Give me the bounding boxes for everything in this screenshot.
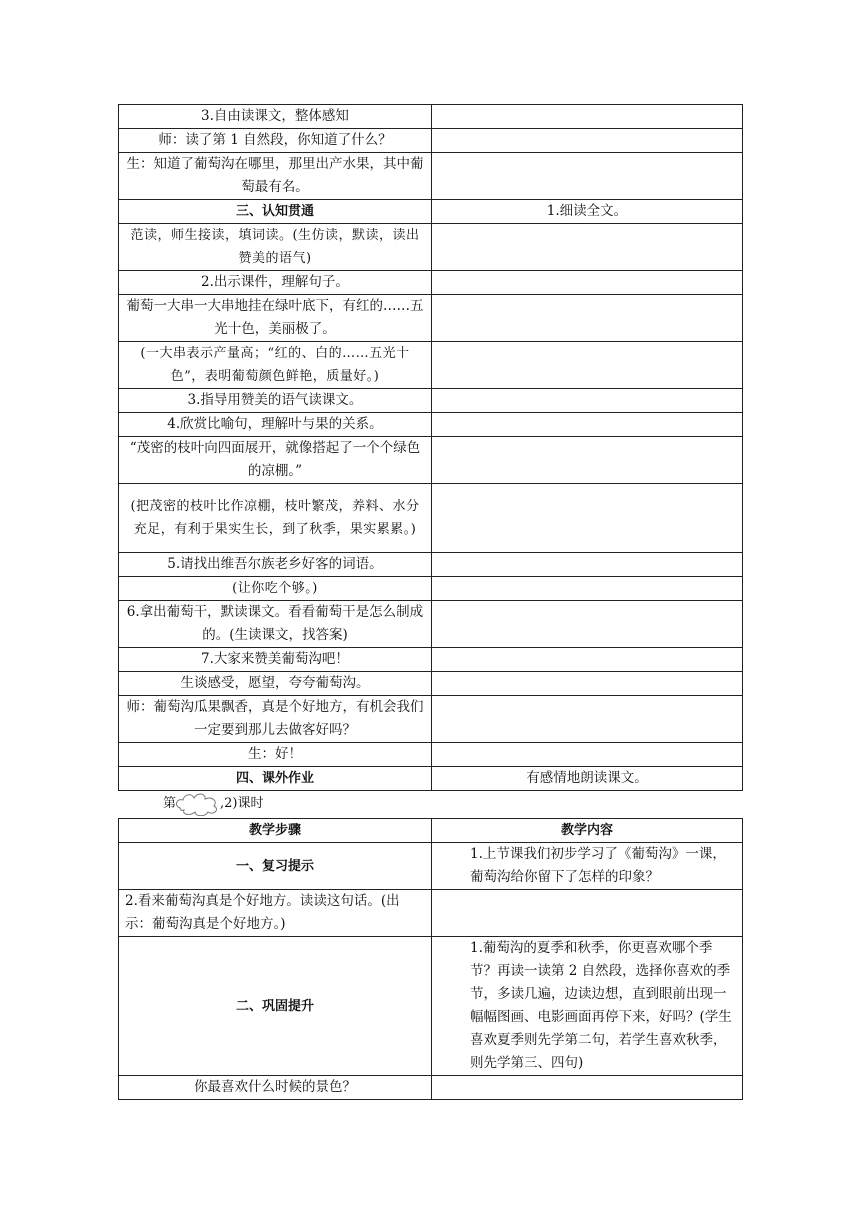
table-cell xyxy=(432,413,743,437)
table-cell xyxy=(432,153,743,200)
table-cell: 范读，师生接读，填词读。(生仿读，默读，读出赞美的语气) xyxy=(119,224,432,271)
table-cell xyxy=(432,743,743,767)
table-cell xyxy=(432,672,743,696)
table-row xyxy=(119,648,743,672)
table-row xyxy=(119,601,743,648)
table-cell: 1.葡萄沟的夏季和秋季，你更喜欢哪个季节？再读一读第 2 自然段，选择你喜欢的季节，多读几遍，边读边想，直到眼前出现一幅幅图画、电影画面再停下来，好吗？(学生喜欢夏季则先学第二句，若学生喜欢秋季，则先学第三、四句) xyxy=(432,937,743,1076)
table-row xyxy=(119,937,743,1076)
column-header: 教学内容 xyxy=(432,819,743,843)
lesson-label-suffix: ,2)课时 xyxy=(220,796,264,811)
table-cell xyxy=(432,271,743,295)
table-row xyxy=(119,271,743,295)
table-cell: (让你吃个够。) xyxy=(119,577,432,601)
table-cell xyxy=(432,648,743,672)
table-cell: (把茂密的枝叶比作凉棚，枝叶繁茂，养料、水分充足，有利于果实生长，到了秋季，果实累累。) xyxy=(119,484,432,553)
table-cell: 1.上节课我们初步学习了《葡萄沟》一课，葡萄沟给你留下了怎样的印象？ xyxy=(432,843,743,890)
table-row xyxy=(119,890,743,937)
table-row xyxy=(119,767,743,791)
table-row xyxy=(119,224,743,271)
table-cell: 5.请找出维吾尔族老乡好客的词语。 xyxy=(119,553,432,577)
table-row xyxy=(119,295,743,342)
table-cell xyxy=(432,105,743,129)
table-cell: 3.自由读课文，整体感知 xyxy=(119,105,432,129)
table-cell: 1.细读全文。 xyxy=(432,200,743,224)
table-cell: 生：好！ xyxy=(119,743,432,767)
table-row xyxy=(119,577,743,601)
table-row xyxy=(119,389,743,413)
table-cell: 你最喜欢什么时候的景色？ xyxy=(119,1076,432,1100)
table-row xyxy=(119,153,743,200)
section-heading: 一、复习提示 xyxy=(119,843,432,890)
table-cell xyxy=(432,1076,743,1100)
table-header-row xyxy=(119,819,743,843)
lesson-period-label xyxy=(163,792,264,816)
table-row xyxy=(119,696,743,743)
table-cell: 葡萄一大串一大串地挂在绿叶底下，有红的……五光十色，美丽极了。 xyxy=(119,295,432,342)
table-row xyxy=(119,129,743,153)
column-header: 教学步骤 xyxy=(119,819,432,843)
table-cell: “茂密的枝叶向四面展开，就像搭起了一个个绿色的凉棚。” xyxy=(119,437,432,484)
table-cell xyxy=(432,295,743,342)
table-cell xyxy=(432,129,743,153)
table-row xyxy=(119,672,743,696)
table-cell xyxy=(432,484,743,553)
table-row xyxy=(119,553,743,577)
table-row xyxy=(119,843,743,890)
table-cell: 7.大家来赞美葡萄沟吧！ xyxy=(119,648,432,672)
table-cell xyxy=(432,342,743,389)
table-cell: (一大串表示产量高；“红的、白的……五光十色”，表明葡萄颜色鲜艳，质量好。) xyxy=(119,342,432,389)
table-cell xyxy=(432,389,743,413)
table-cell: 生：知道了葡萄沟在哪里，那里出产水果，其中葡萄最有名。 xyxy=(119,153,432,200)
table-row xyxy=(119,437,743,484)
table-row xyxy=(119,743,743,767)
table-cell xyxy=(432,890,743,937)
table-cell: 师：葡萄沟瓜果飘香，真是个好地方，有机会我们一定要到那儿去做客好吗？ xyxy=(119,696,432,743)
cloud-flower-icon xyxy=(174,792,222,816)
section-heading: 三、认知贯通 xyxy=(119,200,432,224)
table-cell: 6.拿出葡萄干，默读课文。看看葡萄干是怎么制成的。(生读课文，找答案) xyxy=(119,601,432,648)
table-cell: 2.出示课件，理解句子。 xyxy=(119,271,432,295)
table-cell: 有感情地朗读课文。 xyxy=(432,767,743,791)
table-row xyxy=(119,342,743,389)
section-heading: 二、巩固提升 xyxy=(119,937,432,1076)
table-cell xyxy=(432,224,743,271)
table-row xyxy=(119,1076,743,1100)
lesson-1-steps-table xyxy=(118,104,743,791)
table-cell xyxy=(432,553,743,577)
lesson-label-prefix: 第 xyxy=(163,796,177,811)
lesson-2-steps-table xyxy=(118,818,743,1100)
section-heading: 四、课外作业 xyxy=(119,767,432,791)
table-row xyxy=(119,200,743,224)
table-cell xyxy=(432,696,743,743)
table-cell: 生谈感受，愿望，夸夸葡萄沟。 xyxy=(119,672,432,696)
table-cell: 3.指导用赞美的语气读课文。 xyxy=(119,389,432,413)
table-cell: 2.看来葡萄沟真是个好地方。读读这句话。(出示：葡萄沟真是个好地方。) xyxy=(119,890,432,937)
table-cell xyxy=(432,437,743,484)
table-cell: 4.欣赏比喻句，理解叶与果的关系。 xyxy=(119,413,432,437)
table-row xyxy=(119,413,743,437)
table-cell xyxy=(432,601,743,648)
table-cell: 师：读了第 1 自然段，你知道了什么？ xyxy=(119,129,432,153)
table-row xyxy=(119,484,743,553)
table-cell xyxy=(432,577,743,601)
table-row xyxy=(119,105,743,129)
